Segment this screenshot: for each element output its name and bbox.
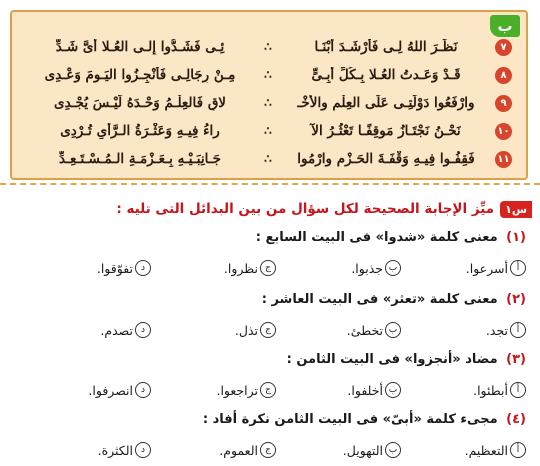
verse-sadr: نَحْـنُ نَجْتَـازُ مَوقِفًـا تَعْثُـرُ الآ: [311, 123, 461, 139]
sub-question-number: (٢): [506, 292, 526, 307]
option-text: تخطئ.: [346, 322, 383, 338]
option-c[interactable]: [151, 442, 276, 458]
sub-question-text: مجىء كلمة «أبىّ» فى البيت الثامن نكرة أفاد :: [202, 412, 498, 427]
option-letter: أ: [510, 382, 526, 398]
option-text: الكثرة.: [97, 442, 133, 458]
option-letter: د: [135, 260, 151, 276]
option-letter: أ: [510, 260, 526, 276]
option-letter: ب: [385, 322, 401, 338]
options-3: [26, 382, 526, 398]
sub-question-1: [256, 230, 526, 245]
option-text: تفوّقوا.: [96, 260, 133, 276]
poem-box: [10, 10, 528, 180]
verse-number: ١١: [495, 151, 512, 168]
option-text: تصدم.: [100, 322, 133, 338]
sub-question-4: [203, 412, 526, 427]
option-c[interactable]: [151, 382, 276, 398]
option-text: أسرعوا.: [465, 260, 508, 276]
option-letter: ب: [385, 260, 401, 276]
verse-number: ١٠: [495, 123, 512, 140]
verse-sadr: وارْفَعُوا دَوْلَتِـى عَلَى العِلْمِ والأَخْـ: [297, 95, 475, 111]
option-text: انصرفوا.: [88, 382, 133, 398]
option-text: التعظيم.: [464, 442, 508, 458]
verse-separator: ∴: [264, 152, 272, 166]
verse-7: [20, 34, 512, 60]
sub-question-text: معنى كلمة «شدوا» فى البيت السابع :: [255, 230, 498, 245]
option-a[interactable]: [401, 260, 526, 276]
option-text: تجد.: [485, 322, 508, 338]
verse-number: ٨: [495, 67, 512, 84]
options-2: [26, 322, 526, 338]
option-text: تراجعوا.: [216, 382, 258, 398]
verse-9: [20, 90, 512, 116]
option-a[interactable]: [401, 382, 526, 398]
option-letter: ج: [260, 382, 276, 398]
option-d[interactable]: [26, 382, 151, 398]
sub-question-2: [262, 292, 526, 307]
option-letter: د: [135, 382, 151, 398]
option-letter: ج: [260, 260, 276, 276]
option-d[interactable]: [26, 260, 151, 276]
verse-ajz: مِـنْ رِجَالِـى فَأَنْجِـزُوا اليَـومَ وَعْـدِى: [44, 67, 236, 83]
option-text: التهويل.: [342, 442, 383, 458]
sub-question-number: (١): [506, 230, 526, 245]
question-header: [116, 198, 532, 220]
verse-number: ٧: [495, 39, 512, 56]
verse-number: ٩: [495, 95, 512, 112]
verse-ajz: راءُ فِيـهِ وَعَثْـرَةُ الـرَّأىِ تُـرْدِى: [60, 123, 220, 139]
verse-separator: ∴: [264, 40, 272, 54]
sub-question-number: (٤): [506, 412, 526, 427]
options-4: [26, 442, 526, 458]
question-title: ميِّز الإجابة الصحيحة لكل سؤال من بين البدائل التى تليه :: [116, 201, 495, 217]
verse-ajz: لاقِ فَالعِلْـمُ وَحْـدَهُ لَيْـسَ يُجْـدِى: [54, 95, 226, 111]
sub-question-text: مضاد «أنجزوا» فى البيت الثامن :: [286, 352, 498, 367]
option-text: تذل.: [234, 322, 258, 338]
option-a[interactable]: [401, 322, 526, 338]
verse-10: [20, 118, 512, 144]
verse-separator: ∴: [264, 68, 272, 82]
option-c[interactable]: [151, 322, 276, 338]
option-letter: ب: [385, 382, 401, 398]
verse-sadr: فَقِفُـوا فِيـهِ وَقْفَـةَ الحَـزْمِ وارْمُوا: [297, 151, 475, 167]
verse-sadr: نَظَـرَ اللهُ لِـى فَأَرْشَـدَ أَبْنَـا: [314, 39, 458, 55]
option-text: أبطئوا.: [473, 382, 508, 398]
option-b[interactable]: [276, 382, 401, 398]
option-b[interactable]: [276, 442, 401, 458]
sub-question-text: معنى كلمة «تعثر» فى البيت العاشر :: [261, 292, 498, 307]
option-letter: ج: [260, 322, 276, 338]
option-letter: أ: [510, 442, 526, 458]
verse-11: [20, 146, 512, 172]
question-badge: س١: [500, 201, 532, 218]
sub-question-3: [287, 352, 526, 367]
verse-separator: ∴: [264, 124, 272, 138]
options-1: [26, 260, 526, 276]
option-text: نظروا.: [223, 260, 258, 276]
option-d[interactable]: [26, 442, 151, 458]
option-text: جذبوا.: [351, 260, 383, 276]
option-d[interactable]: [26, 322, 151, 338]
option-c[interactable]: [151, 260, 276, 276]
option-letter: د: [135, 442, 151, 458]
verse-ajz: جَـانِبَـيْـهِ بِـعَـزْمَـةِ الـمُـسْـتَـعِـدِّ: [58, 151, 222, 167]
option-letter: د: [135, 322, 151, 338]
verse-separator: ∴: [264, 96, 272, 110]
sub-question-number: (٣): [506, 352, 526, 367]
option-b[interactable]: [276, 260, 401, 276]
option-text: أخلفوا.: [347, 382, 383, 398]
verse-sadr: قَـدْ وَعَـدتُ العُـلا بِـكُلِّ أَبِـىٍّ: [311, 67, 461, 83]
verse-ajz: ئِـى فَشَـدُّوا إِلـى العُـلا أَىَّ شَـدِّ: [55, 39, 225, 55]
option-text: العموم.: [219, 442, 258, 458]
option-a[interactable]: [401, 442, 526, 458]
section-divider: [0, 183, 540, 193]
option-letter: ب: [385, 442, 401, 458]
verse-8: [20, 62, 512, 88]
section-tag: ب: [490, 15, 520, 37]
option-letter: أ: [510, 322, 526, 338]
option-b[interactable]: [276, 322, 401, 338]
option-letter: ج: [260, 442, 276, 458]
